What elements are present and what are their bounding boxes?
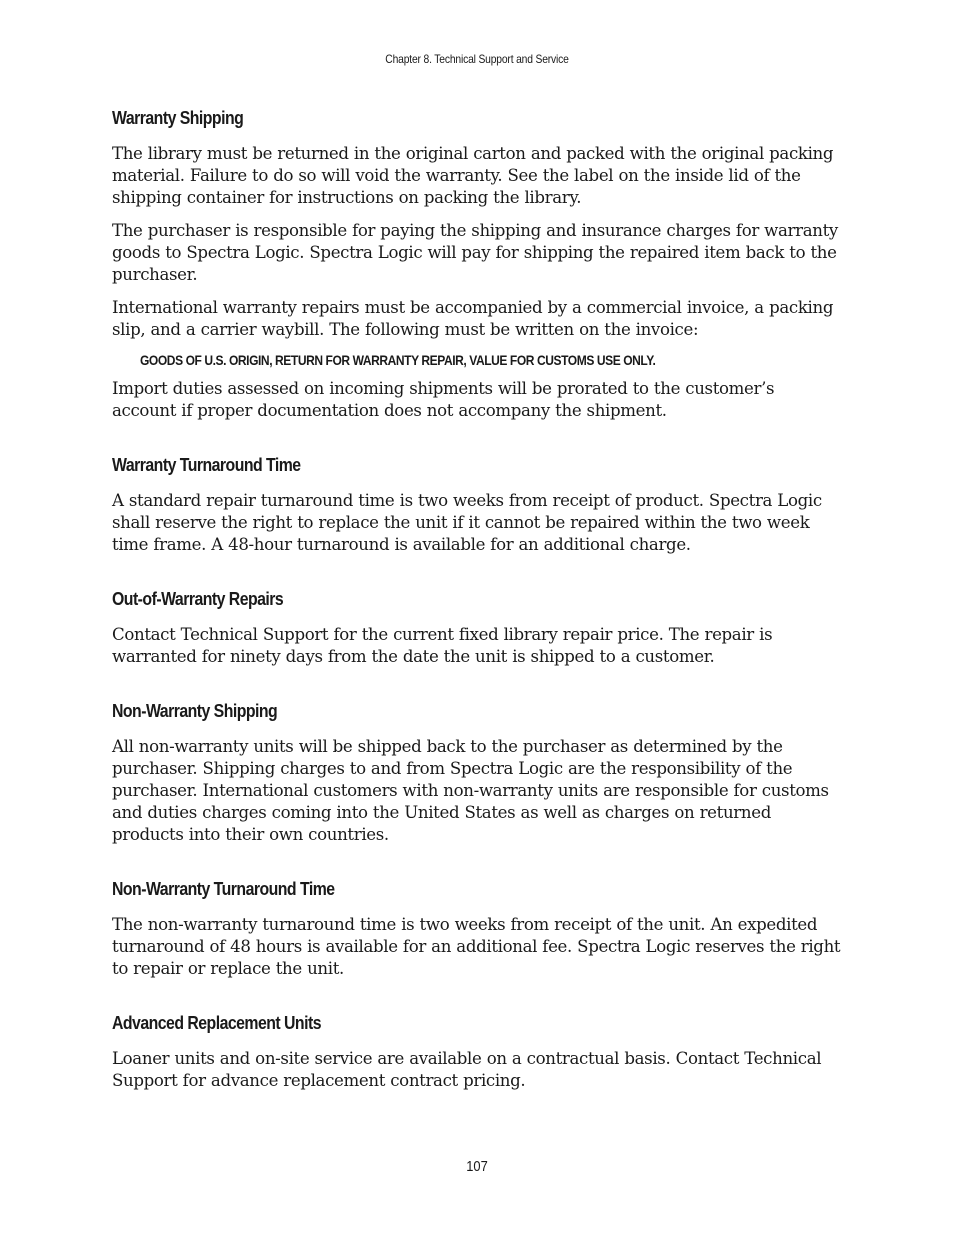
section-heading: Warranty Shipping — [112, 108, 244, 128]
section-warranty-turnaround-time — [112, 453, 842, 556]
paragraph: International warranty repairs must be accompanied by a commercial invoice, a packing slip, and a carrier waybill. The following must be written on the invoice: — [112, 298, 834, 339]
section-warranty-shipping — [112, 106, 842, 422]
paragraph: Import duties assessed on incoming shipments will be prorated to the customer’s account if proper documentation does not accompany the shipment. — [112, 379, 775, 420]
section-non-warranty-shipping — [112, 699, 842, 846]
section-heading: Non-Warranty Shipping — [112, 701, 278, 721]
paragraph: All non-warranty units will be shipped back to the purchaser as determined by the purchaser. Shipping charges to and from Spectra Logic are the responsibility of the purchaser. International customers with non-warranty units are responsible for customs and duties charges coming into the United States as well as charges on returned products into their own countries. — [112, 737, 829, 844]
section-heading: Out-of-Warranty Repairs — [112, 589, 284, 609]
page-number: 107 — [466, 1158, 488, 1175]
section-heading: Warranty Turnaround Time — [112, 455, 301, 475]
section-out-of-warranty-repairs — [112, 587, 842, 668]
invoice-callout: GOODS OF U.S. ORIGIN, RETURN FOR WARRANTY REPAIR, VALUE FOR CUSTOMS USE ONLY. — [140, 352, 656, 368]
section-advanced-replacement-units — [112, 1011, 842, 1092]
paragraph: Contact Technical Support for the current fixed library repair price. The repair is warranted for ninety days from the date the unit is shipped to a customer. — [112, 625, 773, 666]
section-heading: Advanced Replacement Units — [112, 1013, 321, 1033]
paragraph: The purchaser is responsible for paying the shipping and insurance charges for warranty goods to Spectra Logic. Spectra Logic will pay for shipping the repaired item back to the purchaser. — [112, 221, 838, 284]
paragraph: A standard repair turnaround time is two weeks from receipt of product. Spectra Logic shall reserve the right to replace the unit if it cannot be repaired within the two week time frame. A 48-hour turnaround is available for an additional charge. — [112, 491, 822, 554]
running-header: Chapter 8. Technical Support and Service — [385, 52, 569, 66]
section-heading: Non-Warranty Turnaround Time — [112, 879, 335, 899]
paragraph: The non-warranty turnaround time is two weeks from receipt of the unit. An expedited turnaround of 48 hours is available for an additional fee. Spectra Logic reserves the right to repair or replace the unit. — [112, 915, 841, 978]
paragraph: The library must be returned in the original carton and packed with the original packing material. Failure to do so will void the warranty. See the label on the inside lid of the shipping container for instructions on packing the library. — [112, 144, 834, 207]
page-content — [112, 106, 842, 1092]
section-non-warranty-turnaround-time — [112, 877, 842, 980]
paragraph: Loaner units and on-site service are available on a contractual basis. Contact Technical Support for advance replacement contract pricing. — [112, 1049, 822, 1090]
